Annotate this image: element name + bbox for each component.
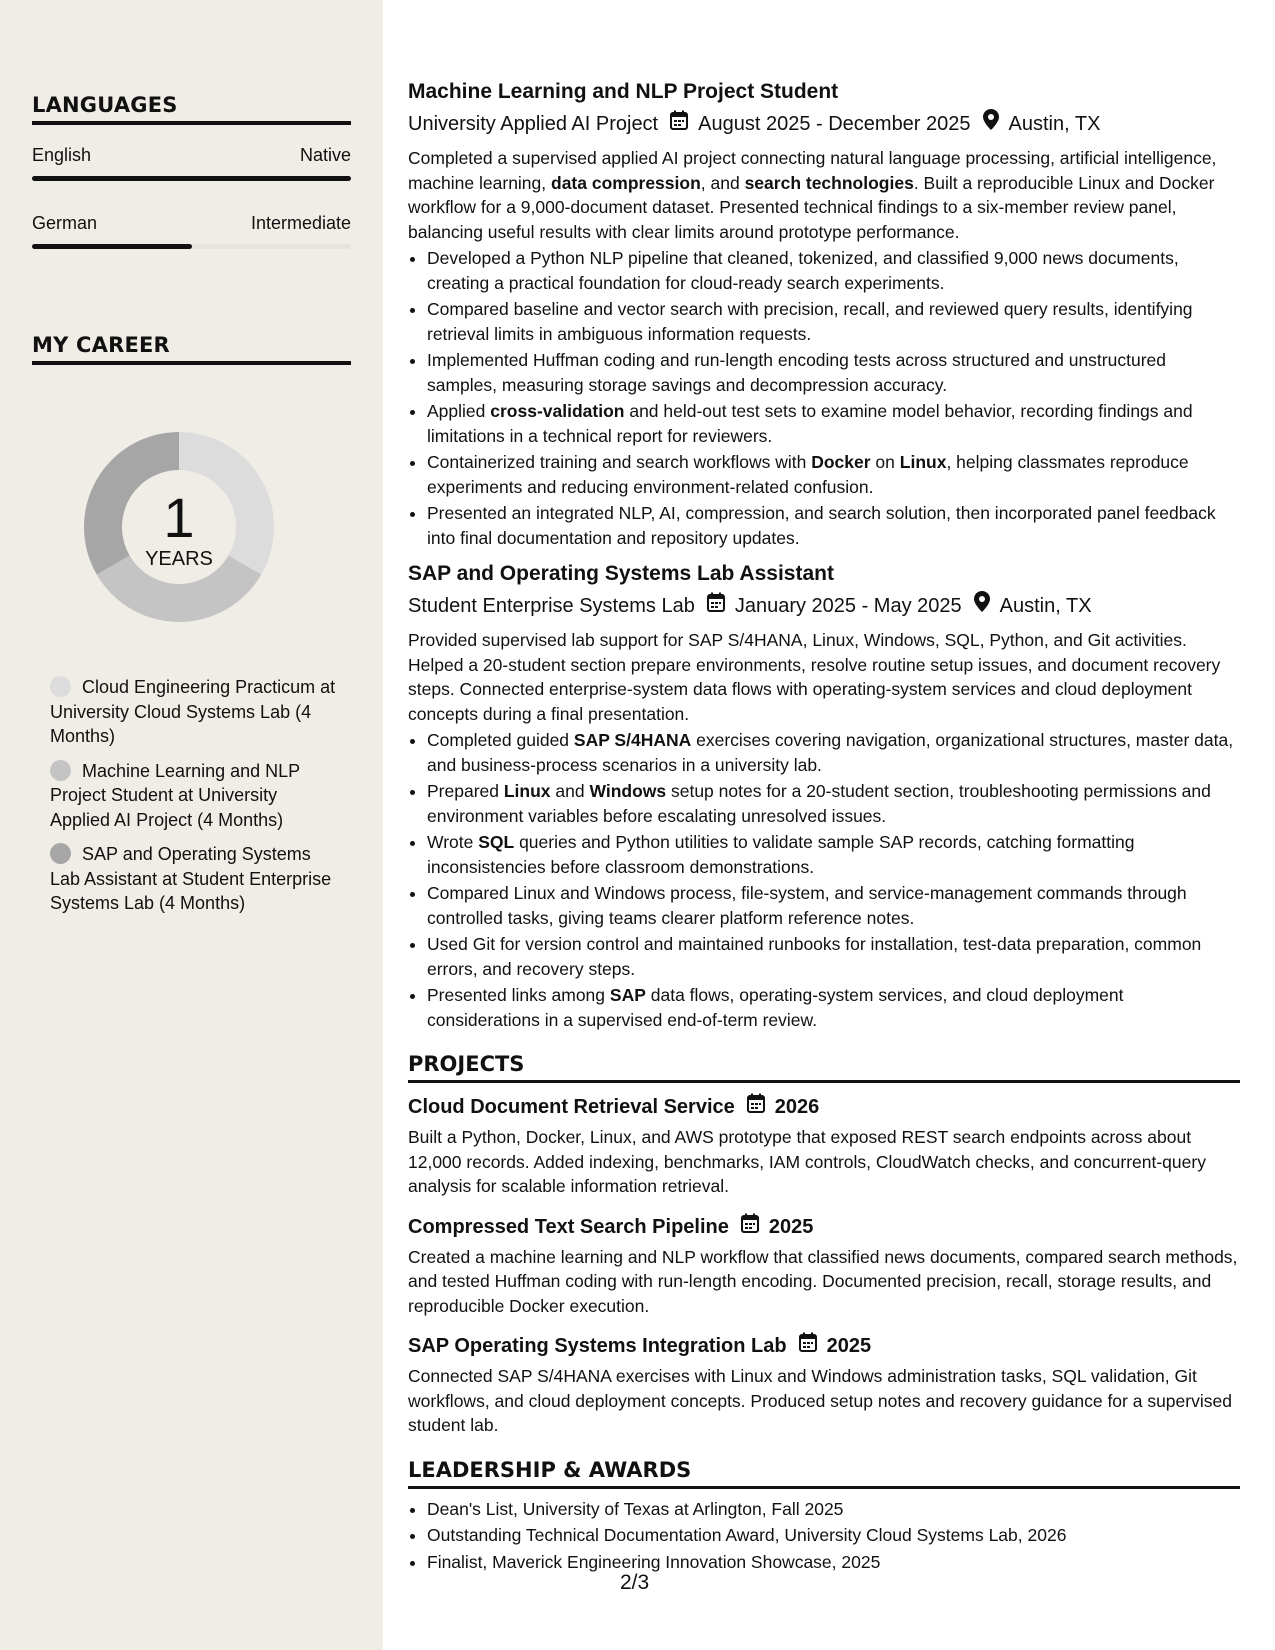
job-bullet: • Implemented Huffman coding and run-length encoding tests across structured and unstructured samples, measuring storage savings and decompression accuracy. (427, 348, 1240, 397)
job-location: Austin, TX (1008, 112, 1101, 135)
job-bullet: • Presented links among SAP data flows, operating-system services, and cloud deployment considerations in a supervised end-of-term review. (427, 983, 1240, 1032)
project-entry (408, 1213, 1240, 1319)
language-item (32, 213, 351, 249)
project-year: 2026 (774, 1096, 820, 1118)
job-dates: August 2025 - December 2025 (698, 112, 971, 135)
career-legend-item (50, 675, 340, 749)
project-description: Created a machine learning and NLP workflow that classified news documents, compared search methods, and tested Huffman coding with run-length encoding. Documented precision, recall, storage results, and reproducible Docker execution. (408, 1246, 1238, 1316)
job-bullets (408, 246, 1240, 550)
map-pin-icon (983, 109, 999, 138)
leadership-list (408, 1497, 1240, 1575)
job-bullet: • Used Git for version control and maintained runbooks for installation, test-data preparation, common errors, and recovery steps. (427, 932, 1240, 981)
languages-heading: LANGUAGES (32, 93, 351, 125)
career-legend-label: Machine Learning and NLP Project Student at University Applied AI Project (4 Months) (50, 760, 300, 830)
project-year: 2025 (768, 1215, 814, 1238)
job-location: Austin, TX (999, 594, 1092, 617)
job-summary: Provided supervised lab support for SAP S/4HANA, Linux, Windows, SQL, Python, and Git activities. Helped a 20-student section prepare environments, resolve routine setup issues, and document recovery steps. Connected enterprise-system data flows with operating-system services and cloud deployment concepts during a final presentation. (408, 630, 1221, 724)
calendar-icon (799, 1332, 817, 1360)
leadership-section (408, 1458, 1240, 1575)
map-pin-icon (974, 591, 990, 620)
leadership-item: • Outstanding Technical Documentation Award, University Cloud Systems Lab, 2026 (427, 1523, 1240, 1548)
career-donut-chart (66, 414, 292, 640)
job-org: University Applied AI Project (408, 112, 659, 135)
career-heading: MY CAREER (32, 333, 351, 365)
project-title: Cloud Document Retrieval Service (408, 1096, 735, 1118)
language-proficiency-fill (32, 176, 351, 181)
career-total-years: 1 (163, 486, 195, 549)
project-entry (408, 1332, 1240, 1438)
experience-entry (408, 78, 1240, 550)
languages-section (32, 93, 351, 249)
calendar-icon (707, 592, 725, 620)
leadership-item: • Finalist, Maverick Engineering Innovation Showcase, 2025 (427, 1550, 1240, 1575)
job-meta (408, 109, 1240, 138)
career-legend-label: SAP and Operating Systems Lab Assistant at Student Enterprise Systems Lab (4 Months) (50, 844, 332, 913)
career-legend-label: Cloud Engineering Practicum at University Cloud Systems Lab (4 Months) (50, 677, 336, 746)
job-bullet: • Applied cross-validation and held-out test sets to examine model behavior, recording findings and limitations in a technical report for reviewers. (427, 399, 1240, 448)
career-legend (50, 675, 340, 926)
job-bullet: • Prepared Linux and Windows setup notes for a 20-student section, troubleshooting permissions and environment variables before escalating unresolved issues. (427, 779, 1240, 828)
job-bullet: • Compared baseline and vector search with precision, recall, and reviewed query results, identifying retrieval limits in ambiguous information requests. (427, 297, 1240, 346)
job-summary: Completed a supervised applied AI project connecting natural language processing, artificial intelligence, machine learning, data compression, and search technologies. Built a reproducible Linux and Docker workflow for a 9,000-document dataset. Presented technical findings to a six-member review panel, balancing useful results with clear limits around prototype performance. (408, 148, 1217, 242)
project-entry (408, 1093, 1240, 1199)
language-name: German (32, 213, 98, 233)
job-bullet: • Developed a Python NLP pipeline that cleaned, tokenized, and classified 9,000 news documents, creating a practical foundation for cloud-ready search experiments. (427, 246, 1240, 295)
job-bullet: • Containerized training and search workflows with Docker on Linux, helping classmates reproduce experiments and reducing environment-related confusion. (427, 450, 1240, 499)
projects-heading: PROJECTS (408, 1052, 1240, 1083)
career-section (32, 333, 351, 365)
legend-dot (50, 843, 71, 864)
projects-section (408, 1052, 1240, 1438)
legend-dot (50, 760, 71, 781)
project-description: Built a Python, Docker, Linux, and AWS prototype that exposed REST search endpoints across about 12,000 records. Added indexing, benchmarks, IAM controls, CloudWatch checks, and concurrent-query analysis for scalable information retrieval. (408, 1127, 1206, 1196)
main-content (408, 78, 1240, 1574)
job-bullet: • Compared Linux and Windows process, file-system, and service-management commands through controlled tasks, giving teams clearer platform reference notes. (427, 881, 1240, 930)
job-bullet: • Wrote SQL queries and Python utilities to validate sample SAP records, catching formatting inconsistencies before classroom demonstrations. (427, 830, 1240, 879)
job-dates: January 2025 - May 2025 (734, 594, 962, 617)
language-item (32, 145, 351, 181)
experience-entry (408, 560, 1240, 1032)
legend-dot (50, 676, 71, 697)
project-title: SAP Operating Systems Integration Lab (408, 1335, 787, 1357)
project-year: 2025 (826, 1335, 872, 1357)
leadership-item: • Dean's List, University of Texas at Arlington, Fall 2025 (427, 1497, 1240, 1522)
job-title: SAP and Operating Systems Lab Assistant (408, 562, 834, 585)
language-level: Intermediate (250, 213, 351, 233)
project-description: Connected SAP S/4HANA exercises with Linux and Windows administration tasks, SQL validation, Git workflows, and cloud deployment concepts. Produced setup notes and recovery guidance for a supervised student lab. (408, 1366, 1232, 1435)
language-proficiency-bar (32, 244, 351, 249)
calendar-icon (670, 110, 688, 138)
page-number: 2/3 (620, 1571, 650, 1594)
job-bullet: • Completed guided SAP S/4HANA exercises covering navigation, organizational structures, master data, and business-process scenarios in a university lab. (427, 728, 1240, 777)
sidebar (0, 0, 383, 1650)
job-title: Machine Learning and NLP Project Student (408, 80, 839, 103)
career-legend-item (50, 759, 340, 833)
job-bullets (408, 728, 1240, 1032)
calendar-icon (747, 1093, 765, 1121)
leadership-heading: LEADERSHIP & AWARDS (408, 1458, 1240, 1489)
language-name: English (32, 145, 92, 165)
calendar-icon (741, 1213, 759, 1241)
job-org: Student Enterprise Systems Lab (408, 594, 695, 617)
job-meta (408, 591, 1240, 620)
career-years-label: YEARS (145, 548, 213, 570)
language-proficiency-bar (32, 176, 351, 181)
job-bullet: • Presented an integrated NLP, AI, compression, and search solution, then incorporated panel feedback into final documentation and repository updates. (427, 501, 1240, 550)
language-proficiency-fill (32, 244, 192, 249)
project-title: Compressed Text Search Pipeline (408, 1215, 729, 1238)
language-level: Native (299, 145, 351, 165)
career-legend-item (50, 842, 340, 916)
